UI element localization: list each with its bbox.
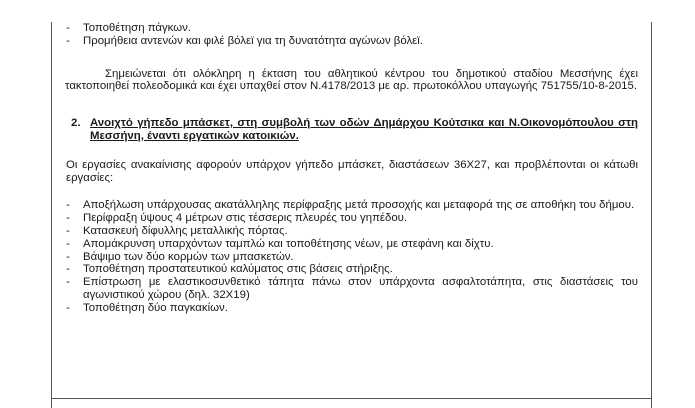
bottom-divider: [51, 398, 651, 399]
document-page: [51, 22, 650, 315]
works-list: [51, 199, 650, 314]
list-item: - Απομάκρυνση υπαρχόντων ταμπλώ και τοποθέτησης νέων, με στεφάνη και δίχτυ.: [51, 238, 650, 251]
list-item: - Αποξήλωση υπάρχουσας ακατάλληλης περίφραξης μετά προσοχής και μεταφορά της σε αποθήκη του δήμου.: [51, 199, 650, 212]
list-item: - Προμήθεια αντενών και φιλέ βόλεϊ για τη δυνατότητα αγώνων βόλεϊ.: [51, 35, 650, 48]
section-intro: Οι εργασίες ανακαίνισης αφορούν υπάρχον γήπεδο μπάσκετ, διαστάσεων 36Χ27, και προβλέπονται οι κάτωθι εργασίες:: [66, 158, 638, 184]
list-item: - Βάψιμο των δύο κορμών των μπασκετών.: [51, 251, 650, 264]
section-number: 2.: [71, 117, 81, 130]
list-item: - Τοποθέτηση δύο παγκακίων.: [51, 302, 650, 315]
section-title: Ανοιχτό γήπεδο μπάσκετ, στη συμβολή των οδών Δημάρχου Κούτσικα και Ν.Οικονομόπουλου στη Μεσσήνη, έναντι εργατικών κατοικιών.: [90, 117, 638, 142]
list-item: - Περίφραξη ύψους 4 μέτρων στις τέσσερις πλευρές του γηπέδου.: [51, 212, 650, 225]
note-paragraph: Σημειώνεται ότι ολόκληρη η έκταση του αθλητικού κέντρου του δημοτικού σταδίου Μεσσήνης έχει τακτοποιηθεί πολεοδομικά και έχει υπαχθεί στον Ν.4178/2013 με αρ. πρωτοκόλλου υπαγωγής 751755/10-8-2015.: [65, 67, 638, 93]
list-item: - Κατασκευή δίφυλλης μεταλλικής πόρτας.: [51, 225, 650, 238]
list-item: - Τοποθέτηση προστατευτικού καλύματος στις βάσεις στήριξης.: [51, 263, 650, 276]
list-item: - Επίστρωση με ελαστικοσυνθετικό τάπητα πάνω στον υπάρχοντα ασφαλτοτάπητα, στις διαστάσεις του αγωνιστικού χώρου (δηλ. 32Χ19): [51, 276, 650, 302]
top-list: [51, 22, 650, 48]
section-heading: [51, 117, 650, 143]
list-item: - Τοποθέτηση πάγκων.: [51, 22, 650, 35]
